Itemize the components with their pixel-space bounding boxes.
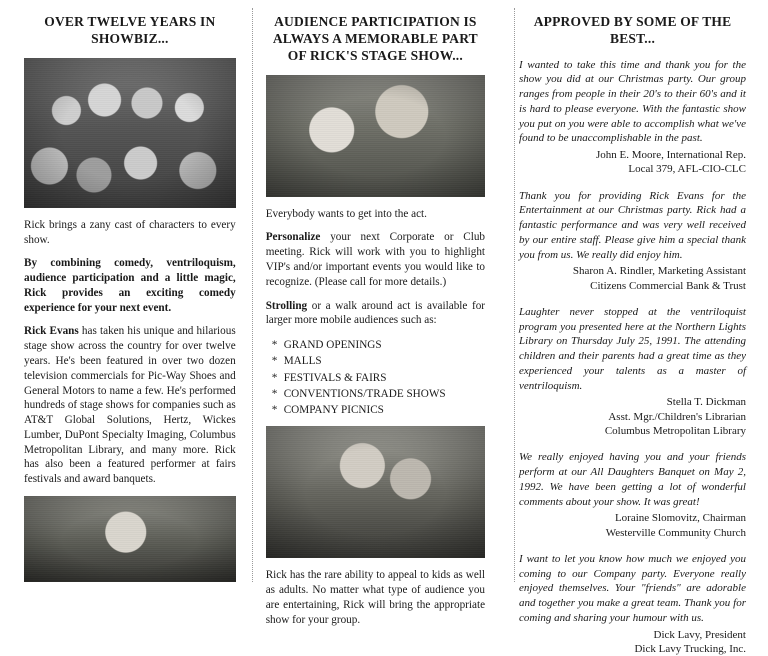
testimonial-attribution: John E. Moore, International Rep. Local 379, AFL-CIO-CLC bbox=[596, 149, 746, 176]
audience-participation-stage-photo bbox=[266, 75, 485, 197]
personalize-lead: Personalize bbox=[265, 231, 321, 244]
photo-vignette bbox=[266, 426, 485, 558]
bullet-star-icon: * bbox=[271, 371, 278, 384]
bullet-star-icon: * bbox=[271, 355, 278, 368]
middle-photo-caption: Everybody wants to get into the act. bbox=[265, 207, 427, 220]
bullet-star-icon: * bbox=[271, 339, 278, 352]
testimonial-attribution: Stella T. Dickman Asst. Mgr./Children's Librarian Columbus Metropolitan Library bbox=[604, 396, 746, 438]
right-heading: APPROVED BY SOME OF THE BEST... bbox=[533, 14, 732, 46]
left-photo-caption: Rick brings a zany cast of characters to every show. bbox=[24, 218, 236, 246]
column-left bbox=[16, 14, 250, 580]
list-item bbox=[271, 402, 485, 418]
testimonial bbox=[519, 58, 746, 177]
testimonial-quote: Laughter never stopped at the ventriloquist program you presented here at the Northern Lights Library on Thursday July 25, 1991. The attending children and their parents had a great time as they experienced your talents as a master of ventriloquism. bbox=[519, 306, 746, 392]
venue-list bbox=[266, 337, 485, 418]
middle-heading: AUDIENCE PARTICIPATION IS ALWAYS A MEMORABLE PART OF RICK'S STAGE SHOW... bbox=[272, 14, 478, 63]
rick-with-puppet-photo bbox=[266, 426, 485, 558]
list-item-label: FESTIVALS & FAIRS bbox=[283, 371, 387, 384]
list-item bbox=[271, 370, 485, 386]
testimonial bbox=[519, 552, 746, 656]
list-item-label: MALLS bbox=[283, 355, 322, 368]
left-tagline: By combining comedy, ventriloquism, audience participation and a little magic, Rick provides an exciting comedy experience for your next event. bbox=[24, 257, 236, 314]
testimonial-quote: I wanted to take this time and thank you for the show you did at our Christmas party. Our group ranges from people in their 20's to their 60's and it is hard to please everyone. With the fantastic show you put on you were able to accomplish what we've found to be unaccomplishable in the past. bbox=[519, 58, 746, 145]
strolling-lead: Strolling bbox=[265, 299, 308, 312]
testimonial bbox=[519, 305, 746, 438]
list-item bbox=[271, 353, 485, 369]
testimonial-attribution: Sharon A. Rindler, Marketing Assistant Citizens Commercial Bank & Trust bbox=[572, 265, 746, 292]
left-bio-lead: Rick Evans bbox=[24, 325, 79, 338]
testimonial bbox=[519, 189, 746, 293]
personalize-rest: your next Corporate or Club meeting. Rick will work with you to highlight VIP's and/or important events you would like to recognize. (Please call for more details.) bbox=[265, 231, 486, 288]
photo-vignette bbox=[24, 496, 236, 582]
left-bio-rest: has taken his unique and hilarious stage show across the country for over twelve years. He's been featured in over two dozen television commercials for Pic-Way Shoes and General Motors to name a few. He's performed hundreds of stage shows for companies such as AT&T Global Solutions, Hertz, Wickes Lumber, DuPont Specialty Imaging, Columbus Metropolitan Library, and many more. Rick has also been a featured performer at fairs festivals and award banquets. bbox=[24, 325, 236, 486]
strolling-rest: or a walk around act is available for larger more mobile audiences such as: bbox=[265, 299, 486, 327]
left-bio bbox=[24, 324, 236, 487]
testimonial bbox=[519, 450, 746, 540]
list-item-label: CONVENTIONS/TRADE SHOWS bbox=[283, 387, 446, 400]
strolling-paragraph bbox=[266, 299, 485, 329]
list-item bbox=[271, 337, 485, 353]
bullet-star-icon: * bbox=[271, 404, 278, 417]
left-heading: OVER TWELVE YEARS IN SHOWBIZ... bbox=[44, 14, 216, 46]
testimonial-attribution: Dick Lavy, President Dick Lavy Trucking, Inc. bbox=[634, 628, 746, 655]
photo-vignette bbox=[24, 58, 236, 208]
testimonial-quote: I want to let you know how much we enjoyed you coming to our Company party. Everyone really enjoyed themselves. Your "friends" are adorable and together you make a great team. Thank you for coming and sharing your humour with us. bbox=[519, 552, 746, 624]
rick-evans-outdoor-photo bbox=[24, 496, 236, 582]
bullet-star-icon: * bbox=[271, 387, 278, 400]
list-item-label: COMPANY PICNICS bbox=[283, 404, 384, 417]
column-right bbox=[501, 14, 752, 655]
list-item-label: GRAND OPENINGS bbox=[283, 339, 382, 352]
column-middle bbox=[250, 14, 501, 626]
testimonial-quote: We really enjoyed having you and your friends perform at our All Daughters Banquet on May 2, 1992. We have been getting a lot of wonderful comments about your show. It was great! bbox=[519, 451, 746, 508]
photo-vignette bbox=[266, 75, 485, 197]
list-item bbox=[271, 386, 485, 402]
testimonial-quote: Thank you for providing Rick Evans for the Entertainment at our Christmas party. Rick had a fantastic performance and was very well received by our entire staff. Please give him a special thank you from us. We really did enjoy him. bbox=[519, 189, 746, 261]
cast-of-puppet-characters-photo bbox=[24, 58, 236, 208]
middle-closing: Rick has the rare ability to appeal to kids as well as adults. No matter what type of audience you are entertaining, Rick will bring the appropriate show for your group. bbox=[265, 569, 486, 626]
testimonial-attribution: Loraine Slomovitz, Chairman Westerville Community Church bbox=[605, 512, 746, 539]
personalize-paragraph bbox=[266, 230, 485, 289]
